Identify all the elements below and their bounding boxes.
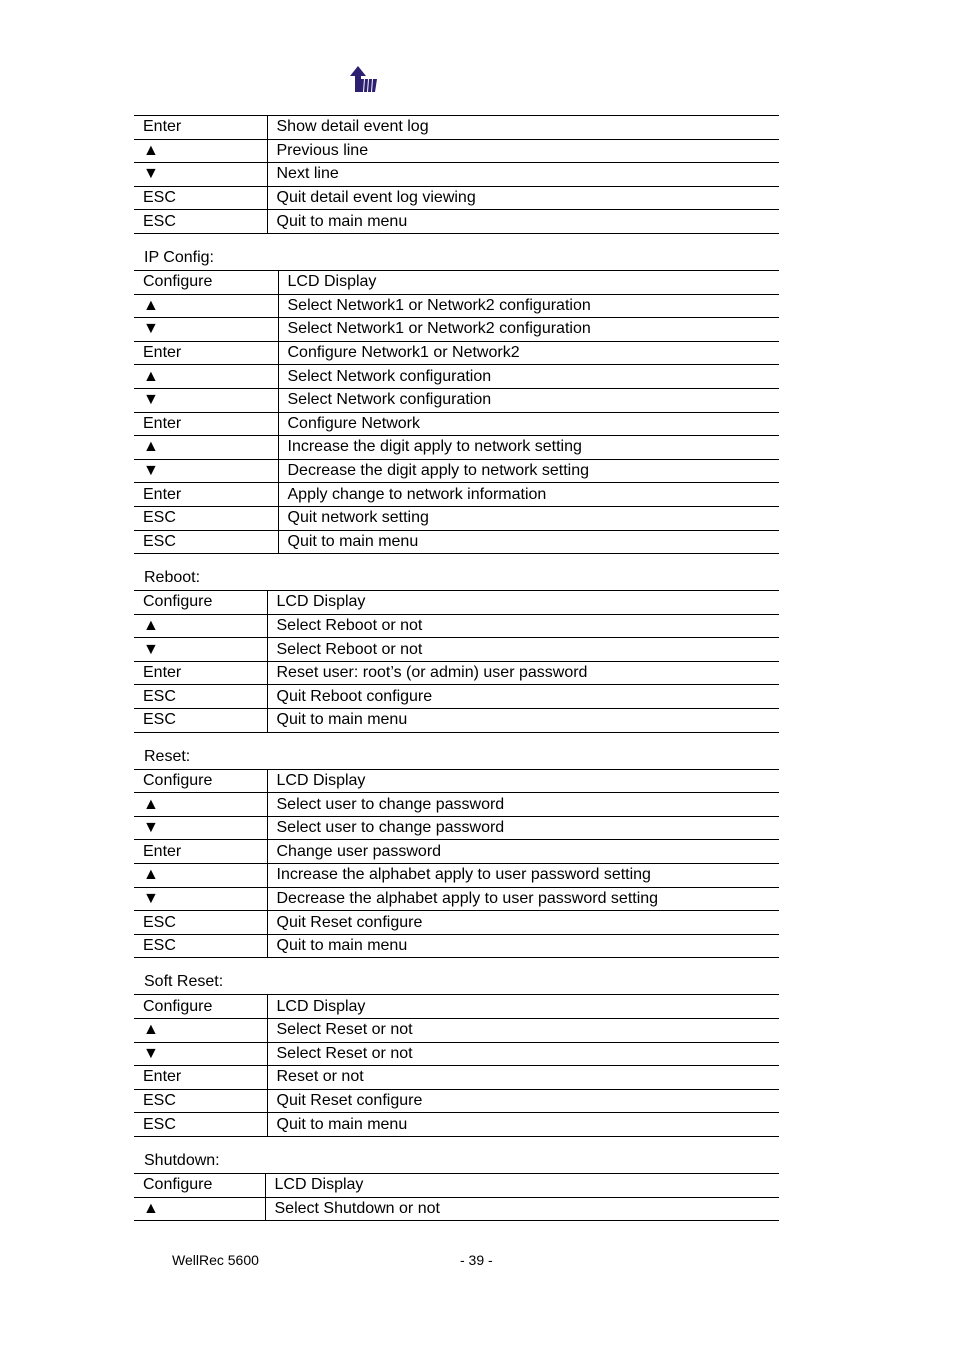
description-cell: Select Network1 or Network2 configuration [278,318,779,342]
key-cell: ESC [134,506,278,530]
table-row [134,1197,779,1221]
table-row [134,685,779,709]
description-cell: Next line [267,163,779,187]
description-cell: LCD Display [265,1173,779,1197]
key-cell: ESC [134,186,267,210]
key-cell: Configure [134,270,278,294]
section-title-soft-reset: Soft Reset: [144,973,224,991]
table-row [134,139,779,163]
description-cell: Select user to change password [267,816,779,840]
key-cell: Configure [134,769,267,793]
description-cell: LCD Display [278,270,779,294]
table-row [134,412,779,436]
table-row [134,294,779,318]
description-cell: LCD Display [267,769,779,793]
table-row [134,840,779,864]
key-cell: Enter [134,1066,267,1090]
description-cell: Configure Network [278,412,779,436]
key-cell: ESC [134,911,267,935]
key-cell: ▼ [134,318,278,342]
key-cell: ▼ [134,388,278,412]
section-title-ip-config: IP Config: [144,248,214,266]
table-row [134,769,779,793]
table-row [134,793,779,817]
table-row [134,210,779,234]
key-cell: ▲ [134,436,278,460]
table-row [134,1019,779,1043]
key-table-soft-reset [134,994,779,1137]
key-cell: ▲ [134,614,267,638]
key-cell: Configure [134,995,267,1019]
table-row [134,816,779,840]
key-cell: ▼ [134,816,267,840]
key-cell: ESC [134,709,267,733]
table-row [134,388,779,412]
table-row [134,1173,779,1197]
table-row [134,186,779,210]
description-cell: Select Network configuration [278,388,779,412]
description-cell: Select Network configuration [278,365,779,389]
description-cell: Select Reboot or not [267,614,779,638]
key-table-event-log [134,115,779,234]
table-row [134,365,779,389]
table-row [134,1089,779,1113]
section-title-reboot: Reboot: [144,569,201,587]
key-cell: ESC [134,934,267,958]
table-row [134,911,779,935]
key-cell: Configure [134,591,267,615]
description-cell: Select Reset or not [267,1019,779,1043]
description-cell: Quit network setting [278,506,779,530]
section-title-shutdown: Shutdown: [144,1151,220,1169]
description-cell: Select Reboot or not [267,638,779,662]
key-cell: ▼ [134,887,267,911]
key-cell: ▲ [134,1019,267,1043]
description-cell: Configure Network1 or Network2 [278,341,779,365]
key-table-reset [134,769,779,959]
key-table-shutdown [134,1173,779,1221]
table-row [134,591,779,615]
key-cell: Enter [134,840,267,864]
key-table-reboot [134,590,779,733]
description-cell: Quit to main menu [278,530,779,554]
description-cell: Quit detail event log viewing [267,186,779,210]
table-row [134,483,779,507]
table-row [134,638,779,662]
key-cell: ESC [134,1113,267,1137]
key-cell: ▼ [134,163,267,187]
table-row [134,163,779,187]
key-cell: ESC [134,210,267,234]
description-cell: LCD Display [267,995,779,1019]
table-row [134,341,779,365]
description-cell: Select Shutdown or not [265,1197,779,1221]
table-row [134,530,779,554]
table-row [134,614,779,638]
description-cell: Previous line [267,139,779,163]
table-row [134,887,779,911]
table-row [134,1066,779,1090]
key-cell: ▲ [134,864,267,888]
description-cell: Change user password [267,840,779,864]
key-cell: ESC [134,1089,267,1113]
key-cell: ▼ [134,638,267,662]
description-cell: Select user to change password [267,793,779,817]
key-cell: ▲ [134,1197,265,1221]
table-row [134,864,779,888]
key-cell: ▲ [134,294,278,318]
key-cell: ▲ [134,793,267,817]
key-cell: Configure [134,1173,265,1197]
description-cell: Apply change to network information [278,483,779,507]
key-cell: ▼ [134,459,278,483]
company-logo-icon [348,66,380,94]
key-cell: Enter [134,483,278,507]
description-cell: LCD Display [267,591,779,615]
key-cell: ▼ [134,1042,267,1066]
description-cell: Increase the digit apply to network setting [278,436,779,460]
key-cell: ▲ [134,365,278,389]
description-cell: Quit to main menu [267,1113,779,1137]
description-cell: Increase the alphabet apply to user password setting [267,864,779,888]
description-cell: Quit to main menu [267,709,779,733]
description-cell: Select Reset or not [267,1042,779,1066]
description-cell: Reset or not [267,1066,779,1090]
key-cell: Enter [134,341,278,365]
description-cell: Decrease the alphabet apply to user password setting [267,887,779,911]
description-cell: Decrease the digit apply to network setting [278,459,779,483]
description-cell: Quit Reboot configure [267,685,779,709]
footer-page-number: - 39 - [460,1252,493,1268]
section-title-reset: Reset: [144,747,191,765]
description-cell: Select Network1 or Network2 configuration [278,294,779,318]
table-row [134,1113,779,1137]
table-row [134,661,779,685]
table-row [134,506,779,530]
key-table-ip-config [134,270,779,554]
key-cell: ESC [134,530,278,554]
table-row [134,270,779,294]
description-cell: Quit Reset configure [267,1089,779,1113]
key-cell: Enter [134,116,267,140]
table-row [134,459,779,483]
key-cell: Enter [134,661,267,685]
key-cell: Enter [134,412,278,436]
document-body [134,115,779,1221]
table-row [134,318,779,342]
key-cell: ESC [134,685,267,709]
description-cell: Quit to main menu [267,210,779,234]
table-row [134,116,779,140]
description-cell: Quit Reset configure [267,911,779,935]
key-cell: ▲ [134,139,267,163]
description-cell: Quit to main menu [267,934,779,958]
table-row [134,934,779,958]
footer-product-name: WellRec 5600 [172,1252,259,1268]
description-cell: Reset user: root’s (or admin) user password [267,661,779,685]
table-row [134,436,779,460]
table-row [134,1042,779,1066]
table-row [134,995,779,1019]
description-cell: Show detail event log [267,116,779,140]
table-row [134,709,779,733]
